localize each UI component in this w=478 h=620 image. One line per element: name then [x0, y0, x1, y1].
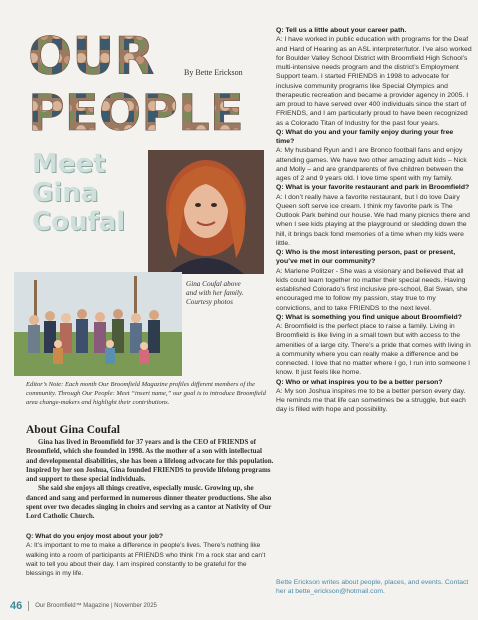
- feature-title-line-1: Meet: [32, 149, 106, 179]
- family-illustration: [14, 272, 182, 376]
- caption-line-1: Gina Coufal above: [186, 280, 241, 288]
- masthead-word-art: [26, 26, 266, 134]
- answer-unique: A: Broomfield is the perfect place to raise a family. Living in Broomfield is like living in a small town but with access to the amenities of a large city. There’s a pride that comes with living in a community where you can really make a difference and be connected. I love that no matter where I go, I run into someone I know. It just feels like home.: [276, 323, 471, 377]
- about-paragraph-2: She said she enjoys all things creative, especially music. Growing up, she danced and sang and performed in numerous dinner theater productions. She also spent over two decades singing in choirs and serving as a cantor at Nativity of Our Lord Catholic Church.: [26, 484, 272, 521]
- left-question: Q: What do you enjoy most about your job?: [26, 533, 163, 540]
- masthead-word-people: PEOPLE: [28, 84, 244, 134]
- footer-divider: [28, 601, 29, 611]
- question-unique: Q: What is something you find unique about Broomfield?: [276, 313, 462, 321]
- our-people-photo-letters: [26, 26, 266, 134]
- feature-title: [32, 150, 152, 237]
- portrait-illustration: [148, 150, 264, 274]
- question-interesting-person: Q: Who is the most interesting person, past or present, you’ve met in our community?: [276, 249, 456, 266]
- footer-publication: Our Broomfield™ Magazine | November 2025: [35, 603, 157, 609]
- left-qa: [26, 532, 274, 578]
- about-paragraph-1: Gina has lived in Broomfield for 37 years and is the CEO of FRIENDS of Broomfield, which she founded in 1998. As the mother of a son with intellectual and developmental disabilities, she has been a lifelong advocate for this population. Inspired by her son Joshua, Gina founded FRIENDS to provide lifelong programs and support to these special individuals.: [26, 438, 274, 484]
- masthead-word-our: OUR: [28, 27, 155, 87]
- right-column-qa: [276, 26, 472, 415]
- family-photo: [14, 272, 182, 376]
- about-heading: About Gina Coufal: [26, 424, 120, 436]
- left-answer: A: It’s important to me to make a difference in people’s lives. There’s nothing like walking into a room of participants at FRIENDS who think I’m a rock star and can’t wait to tell you about their day. I am inspired constantly to be grateful for the blessings in my life.: [26, 542, 266, 578]
- question-family: Q: What do you and your family enjoy during your free time?: [276, 128, 454, 145]
- question-career: Q: Tell us a little about your career path.: [276, 27, 407, 34]
- editors-note: Editor’s Note: Each month Our Broomfield Magazine profiles different members of the community. Through Our People: Meet “insert name,” our goal is to introduce Broomfield area change-makers and highlight their contributions.: [26, 381, 266, 406]
- answer-inspires: A: My son Joshua inspires me to be a better person every day. He reminds me that life can sometimes be a struggle, but each day is filled with hope and possibility.: [276, 387, 466, 414]
- about-body: [26, 438, 274, 522]
- question-restaurant: Q: What is your favorite restaurant and park in Broomfield?: [276, 184, 470, 192]
- caption-line-2: and with her family.: [186, 289, 244, 297]
- question-inspires: Q: Who or what inspires you to be a better person?: [276, 378, 443, 386]
- photo-caption: [186, 280, 266, 307]
- feature-title-line-2: Gina: [32, 178, 99, 208]
- author-signoff: Bette Erickson writes about people, places, and events. Contact her at bette_erickson@hotmail.com.: [276, 579, 469, 595]
- byline: By Bette Erickson: [184, 68, 243, 77]
- answer-restaurant: A: I don’t really have a favorite restaurant, but I do love Dairy Queen soft serve ice cream. I think my favorite park is The Outlook Park behind our house. We had many picnics there and when I see kids playing at the playground or sledding down the hill, it brings back fond memories of a time when my kids were little.: [276, 193, 470, 247]
- portrait-photo: [148, 150, 264, 274]
- answer-interesting-person: A: Marlene Politzer - She was a visionary and believed that all kids could learn together no matter their special needs. Having established Colorado’s first inclusive pre-school, Bal Swan, she encouraged me to follow my passion, stay true to my convictions, and to take FRIENDS to the next level.: [276, 267, 468, 312]
- page-number: 46: [10, 600, 23, 612]
- caption-line-3: Courtesy photos: [186, 298, 233, 306]
- answer-career: A: I have worked in public education with programs for the Deaf and Hard of Hearing as an ASL interpreter/tutor. I’ve also worked for Boulder Valley School District with Broomfield High School’s multi-intensive needs program and the district’s Employment Support team. I started FRIENDS in 1998 to advocate for inclusive community programs like Special Olympics and therapeutic recreation and became a provider agency in 2005. I am proud to have served over 400 individuals since the start of FRIENDS, and I am particularly proud to have been recognized as a Colorado Titan of Industry for the past four years.: [276, 36, 472, 127]
- answer-family: A: My husband Ryun and I are Bronco football fans and enjoy attending games. We have two other amazing adult kids – Nick and Molly – and are grandparents of five children between the ages of 2 and 9 years old. I love time spent with my family.: [276, 147, 467, 182]
- feature-title-line-3: Coufal: [32, 207, 126, 237]
- page-footer: [10, 600, 157, 612]
